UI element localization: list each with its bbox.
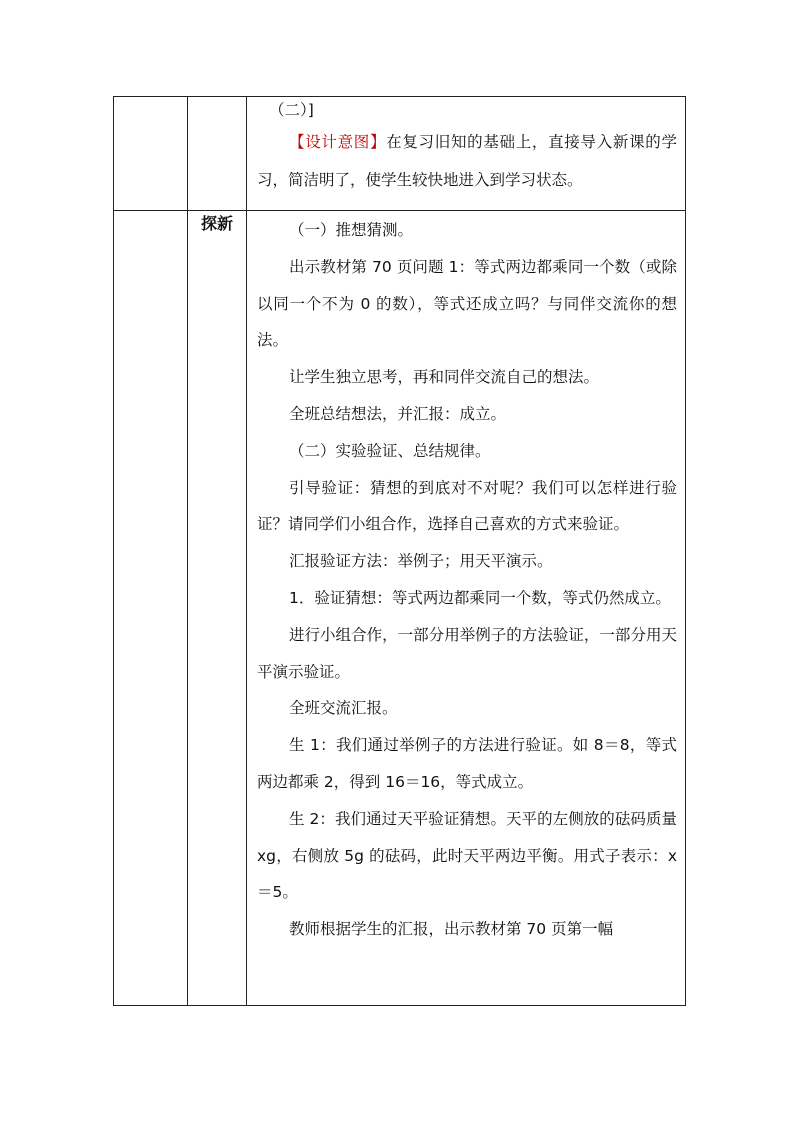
table-row [114, 211, 686, 1006]
table-row [114, 97, 686, 211]
blank-cell [114, 97, 188, 211]
content-cell [247, 211, 686, 1006]
paragraph: 生 2：我们通过天平验证猜想。天平的左侧放的砝码质量 xg，右侧放 5g 的砝码，此时天平两边平衡。用式子表示：x＝5。 [257, 809, 677, 902]
paragraph: 出示教材第 70 页问题 1：等式两边都乘同一个数（或除以同一个不为 0 的数），等式还成立吗？与同伴交流你的想法。 [257, 257, 677, 350]
paragraph: 汇报验证方法：举例子；用天平演示。 [289, 552, 553, 571]
paragraph: 教师根据学生的汇报，出示教材第 70 页第一幅 [289, 920, 614, 939]
design-intent-text: 在复习旧知的基础上，直接导入新课的学习，简洁明了，使学生较快地进入到学习状态。 [257, 133, 677, 189]
section-label-cell [188, 97, 247, 211]
paragraph: （二）] [269, 101, 314, 119]
lesson-plan-table [113, 96, 686, 1006]
paragraph: 1．验证猜想：等式两边都乘同一个数，等式仍然成立。 [289, 588, 671, 607]
paragraph: 全班交流汇报。 [289, 699, 398, 718]
paragraph: （二）实验验证、总结规律。 [289, 441, 491, 460]
blank-cell [114, 211, 188, 1006]
paragraph: 进行小组合作，一部分用举例子的方法验证，一部分用天平演示验证。 [257, 625, 677, 681]
design-intent-tag: 【设计意图】 [289, 133, 387, 151]
paragraph: （一）推想猜测。 [289, 221, 414, 239]
paragraph: 让学生独立思考，再和同伴交流自己的想法。 [289, 368, 600, 387]
design-intent-paragraph [257, 123, 677, 199]
section-label-cell: 探新 [188, 211, 247, 1006]
content-cell [247, 97, 686, 211]
paragraph: 全班总结想法，并汇报：成立。 [289, 404, 507, 423]
paragraph: 生 1：我们通过举例子的方法进行验证。如 8＝8，等式两边都乘 2，得到 16＝16，等式成立。 [257, 736, 677, 791]
paragraph: 引导验证：猜想的到底对不对呢？我们可以怎样进行验证？请同学们小组合作，选择自己喜欢的方式来验证。 [257, 478, 677, 534]
